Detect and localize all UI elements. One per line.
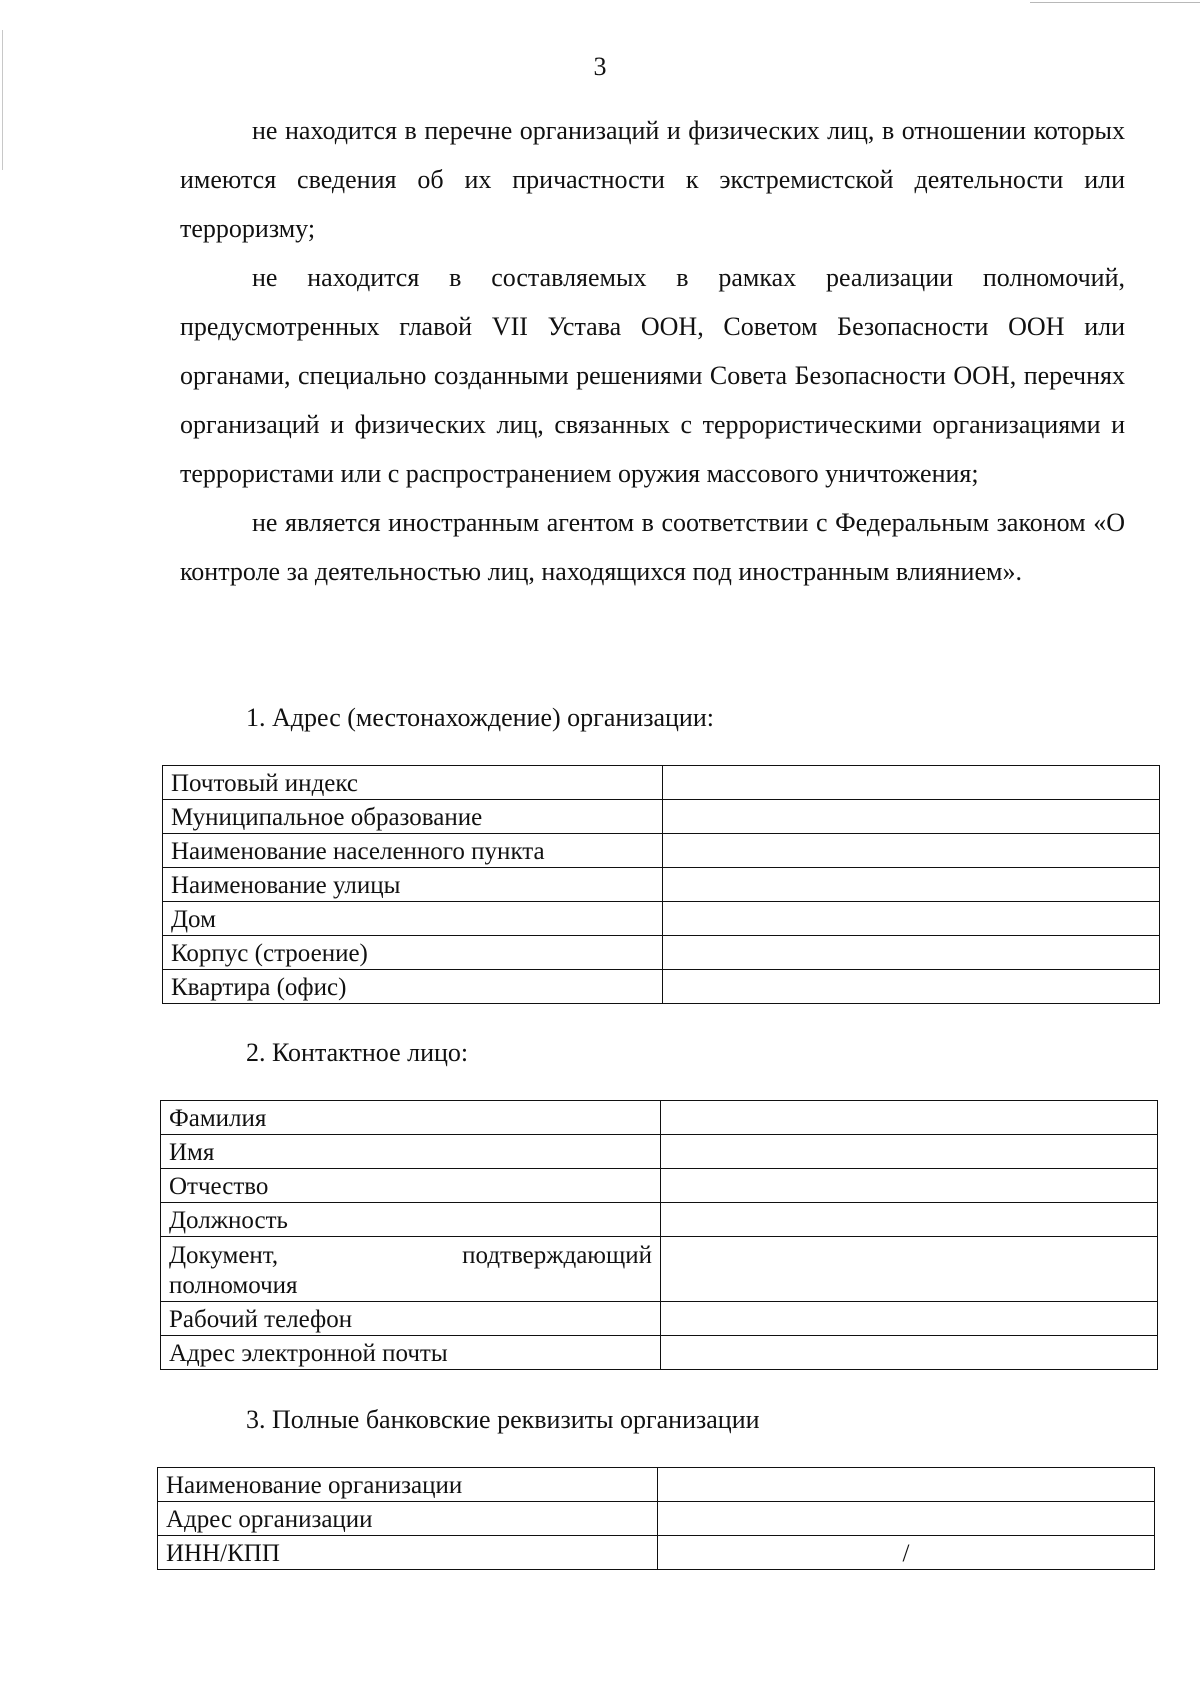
table-row: [163, 834, 1160, 868]
contact-section-heading: 2. Контактное лицо:: [246, 1038, 469, 1067]
table-row: [163, 970, 1160, 1004]
work-phone-field[interactable]: [661, 1302, 1158, 1336]
page-number: 3: [593, 52, 607, 81]
table-row: [163, 936, 1160, 970]
table-row: [161, 1203, 1158, 1237]
apartment-field[interactable]: [663, 970, 1160, 1004]
table-row: [158, 1468, 1155, 1502]
bank-section-heading: 3. Полные банковские реквизиты организации: [246, 1405, 760, 1434]
authority-document-label-word1: Документ,: [169, 1242, 279, 1269]
patronymic-label: Отчество: [161, 1169, 661, 1203]
contact-table: [160, 1100, 1158, 1370]
authority-document-field[interactable]: [661, 1237, 1158, 1302]
scan-margin-mark: [2, 30, 3, 170]
inn-kpp-field[interactable]: /: [658, 1536, 1155, 1570]
table-row: [163, 902, 1160, 936]
intro-paragraph-2: не находится в составляемых в рамках реализации полномочий, предусмотренных главой VII Устава ООН, Советом Безопасности ООН или органами, специально созданными решениями Совета Безопасности ООН, перечнях организаций и физических лиц, связанных с террористическими организациями и террористами или с распространением оружия массового уничтожения;: [180, 263, 1125, 488]
table-row: [161, 1101, 1158, 1135]
table-row: [161, 1169, 1158, 1203]
postal-code-field[interactable]: [663, 766, 1160, 800]
intro-paragraph-3: не является иностранным агентом в соответствии с Федеральным законом «О контроле за деятельностью лиц, находящихся под иностранным влиянием».: [180, 508, 1125, 586]
organization-name-label: Наименование организации: [158, 1468, 658, 1502]
patronymic-field[interactable]: [661, 1169, 1158, 1203]
inn-kpp-label: ИНН/КПП: [158, 1536, 658, 1570]
position-label: Должность: [161, 1203, 661, 1237]
email-label: Адрес электронной почты: [161, 1336, 661, 1370]
address-table: [162, 765, 1160, 1004]
intro-text: [180, 106, 1125, 596]
address-section-heading: 1. Адрес (местонахождение) организации:: [246, 703, 714, 732]
authority-document-label-word2: подтверждающий: [462, 1242, 652, 1269]
street-label: Наименование улицы: [163, 868, 663, 902]
surname-field[interactable]: [661, 1101, 1158, 1135]
authority-document-label-line1: [169, 1241, 652, 1271]
street-field[interactable]: [663, 868, 1160, 902]
table-row: [161, 1237, 1158, 1302]
building-label: Корпус (строение): [163, 936, 663, 970]
bank-table: [157, 1467, 1155, 1570]
authority-document-label-line2: полномочия: [169, 1272, 298, 1299]
settlement-label: Наименование населенного пункта: [163, 834, 663, 868]
organization-name-field[interactable]: [658, 1468, 1155, 1502]
municipality-field[interactable]: [663, 800, 1160, 834]
table-row: [163, 766, 1160, 800]
organization-address-label: Адрес организации: [158, 1502, 658, 1536]
intro-paragraph-1: не находится в перечне организаций и физических лиц, в отношении которых имеются сведения об их причастности к экстремистской деятельности или терроризму;: [180, 116, 1125, 243]
building-field[interactable]: [663, 936, 1160, 970]
table-row: [161, 1336, 1158, 1370]
surname-label: Фамилия: [161, 1101, 661, 1135]
table-row: [163, 868, 1160, 902]
house-label: Дом: [163, 902, 663, 936]
work-phone-label: Рабочий телефон: [161, 1302, 661, 1336]
apartment-label: Квартира (офис): [163, 970, 663, 1004]
first-name-label: Имя: [161, 1135, 661, 1169]
house-field[interactable]: [663, 902, 1160, 936]
scan-edge-line: [1030, 2, 1200, 3]
table-row: [163, 800, 1160, 834]
table-row: [161, 1302, 1158, 1336]
postal-code-label: Почтовый индекс: [163, 766, 663, 800]
table-row: [161, 1135, 1158, 1169]
organization-address-field[interactable]: [658, 1502, 1155, 1536]
table-row: [158, 1536, 1155, 1570]
authority-document-label: [161, 1237, 661, 1302]
municipality-label: Муниципальное образование: [163, 800, 663, 834]
settlement-field[interactable]: [663, 834, 1160, 868]
email-field[interactable]: [661, 1336, 1158, 1370]
position-field[interactable]: [661, 1203, 1158, 1237]
table-row: [158, 1502, 1155, 1536]
first-name-field[interactable]: [661, 1135, 1158, 1169]
